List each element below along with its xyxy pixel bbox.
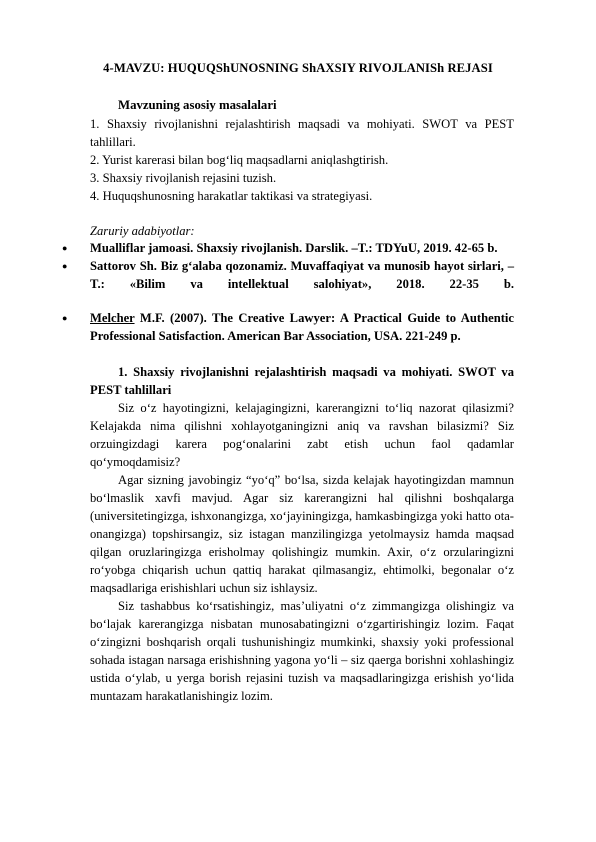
topic-item-1-cont: tahlillari. [90, 135, 136, 149]
bullet-icon: ● [62, 313, 68, 323]
literature-item-3-cont: Professional Satisfaction. American Bar Association, USA. 221-249 p. [90, 329, 461, 343]
topic-item-3: 3. Shaxsiy rivojlanish rejasini tuzish. [90, 171, 277, 185]
topics-heading: Mavzuning asosiy masalalari [118, 98, 277, 112]
page-title: 4-MAVZU: HUQUQShUNOSNING ShAXSIY RIVOJLANISh REJASI [103, 61, 493, 75]
body-text [90, 399, 514, 705]
topic-item-2: 2. Yurist karerasi bilan bog‘liq maqsadlarni aniqlashgtirish. [90, 153, 389, 167]
topic-item-4: 4. Huquqshunosning harakatlar taktikasi va strategiyasi. [90, 189, 373, 203]
literature-item-3-author-link[interactable]: Melcher [90, 311, 135, 325]
topic-item-1: 1. Shaxsiy rivojlanishni rejalashtirish maqsadi va mohiyati. SWOT va PEST [90, 117, 514, 131]
bullet-icon: ● [62, 243, 68, 253]
section-heading: 1. Shaxsiy rivojlanishni rejalashtirish maqsadi va mohiyati. SWOT va [118, 365, 514, 379]
literature-heading: Zaruriy adabiyotlar: [90, 224, 195, 238]
literature-item-3 [90, 310, 514, 327]
section-heading-cont: PEST tahlillari [90, 383, 172, 397]
paragraph-2: Agar sizning javobingiz “yo‘q” bo‘lsa, sizda kelajak hayotingizdan mamnun bo‘lmaslik xavfi mavjud. Agar siz karerangizni hal qilishni boshqalarga (universitetingizga, ishxonangizga, xo‘jayiningizga, hamkasbingizga yoki hatto ota-onangizga) topshirsangiz, siz istagan manzilingizga yetolmaysiz hamda maqsad qilgan oruzlaringizga erisholmay qolishingiz mumkin. Axir, o‘z orzularingizni ro‘yobga chiqarish uchun qattiq harakat qilmasangiz, ehtimolki, begonalar o‘z maqsadlariga erishishlari uchun siz ishlaysiz. [90, 473, 514, 595]
paragraph-3: Siz tashabbus ko‘rsatishingiz, mas’uliyatni o‘z zimmangizga olishingiz va bo‘lajak karerangizga nisbatan munosabatingizni o‘zgartirishingiz lozim. Faqat o‘zingizni boshqarish orqali tushunishingiz mumkinki, shaxsiy yoki professional sohada istagan narsaga erishishning yagona yo‘li – siz qaerga borishni xohlashingiz ustida o‘ylab, u yerga borish rejasini tuzish va maqsadlaringizga erishish yo‘lida muntazam harakatlanishingiz lozim. [90, 599, 514, 703]
literature-item-3-text: M.F. (2007). The Creative Lawyer: A Practical Guide to Authentic [134, 311, 514, 325]
bullet-icon: ● [62, 261, 68, 271]
paragraph-1: Siz o‘z hayotingizni, kelajagingizni, karerangizni to‘liq nazorat qilasizmi? Kelajakda nima qilishni xohlayotganingizni aniq va ravshan bilasizmi? Siz orzuingizdagi karera pog‘onalarini zabt etish uchun faol qadamlar qo‘ymoqdamisiz? [90, 401, 514, 469]
literature-item-2-cont: T.: «Bilim va intellektual salohiyat», 2018. 22-35 b. [90, 277, 514, 291]
literature-item-1: Mualliflar jamoasi. Shaxsiy rivojlanish. Darslik. –T.: TDYuU, 2019. 42-65 b. [90, 241, 498, 255]
literature-item-2: Sattorov Sh. Biz g‘alaba qozonamiz. Muvaffaqiyat va munosib hayot sirlari, – [90, 259, 514, 273]
